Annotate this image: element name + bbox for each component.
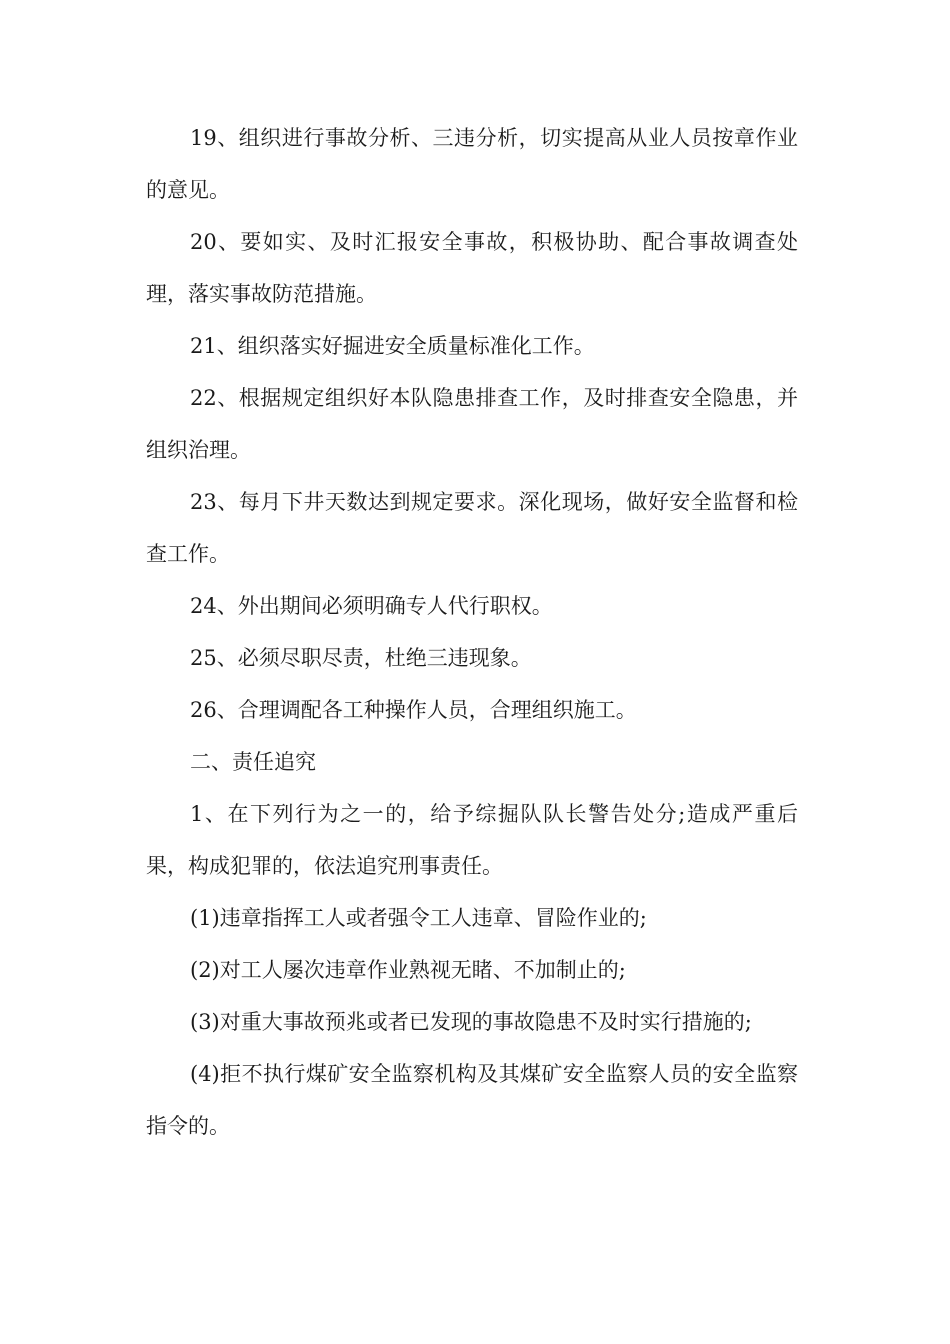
list-item-1: (1)违章指挥工人或者强令工人违章、冒险作业的; [190, 906, 647, 930]
paragraph-23: 23、每月下井天数达到规定要求。深化现场，做好安全监督和检查工作。 [146, 490, 798, 566]
paragraph-25: 25、必须尽职尽责，杜绝三违现象。 [190, 646, 532, 670]
list-item-2: (2)对工人屡次违章作业熟视无睹、不加制止的; [190, 958, 626, 982]
paragraph-22: 22、根据规定组织好本队隐患排查工作，及时排查安全隐患，并组织治理。 [146, 386, 798, 462]
document-body [146, 112, 798, 1152]
paragraph-19: 19、组织进行事故分析、三违分析，切实提高从业人员按章作业的意见。 [146, 126, 798, 202]
list-item-3: (3)对重大事故预兆或者已发现的事故隐患不及时实行措施的; [190, 1010, 752, 1034]
paragraph-20: 20、要如实、及时汇报安全事故，积极协助、配合事故调查处理，落实事故防范措施。 [146, 230, 798, 306]
list-item-4: (4)拒不执行煤矿安全监察机构及其煤矿安全监察人员的安全监察指令的。 [146, 1062, 798, 1138]
paragraph-24: 24、外出期间必须明确专人代行职权。 [190, 594, 553, 618]
section-heading-responsibility: 二、责任追究 [190, 750, 316, 774]
paragraph-liability-1: 1、在下列行为之一的，给予综掘队队长警告处分;造成严重后果，构成犯罪的，依法追究刑事责任。 [146, 802, 798, 878]
paragraph-21: 21、组织落实好掘进安全质量标准化工作。 [190, 334, 595, 358]
paragraph-26: 26、合理调配各工种操作人员，合理组织施工。 [190, 698, 637, 722]
